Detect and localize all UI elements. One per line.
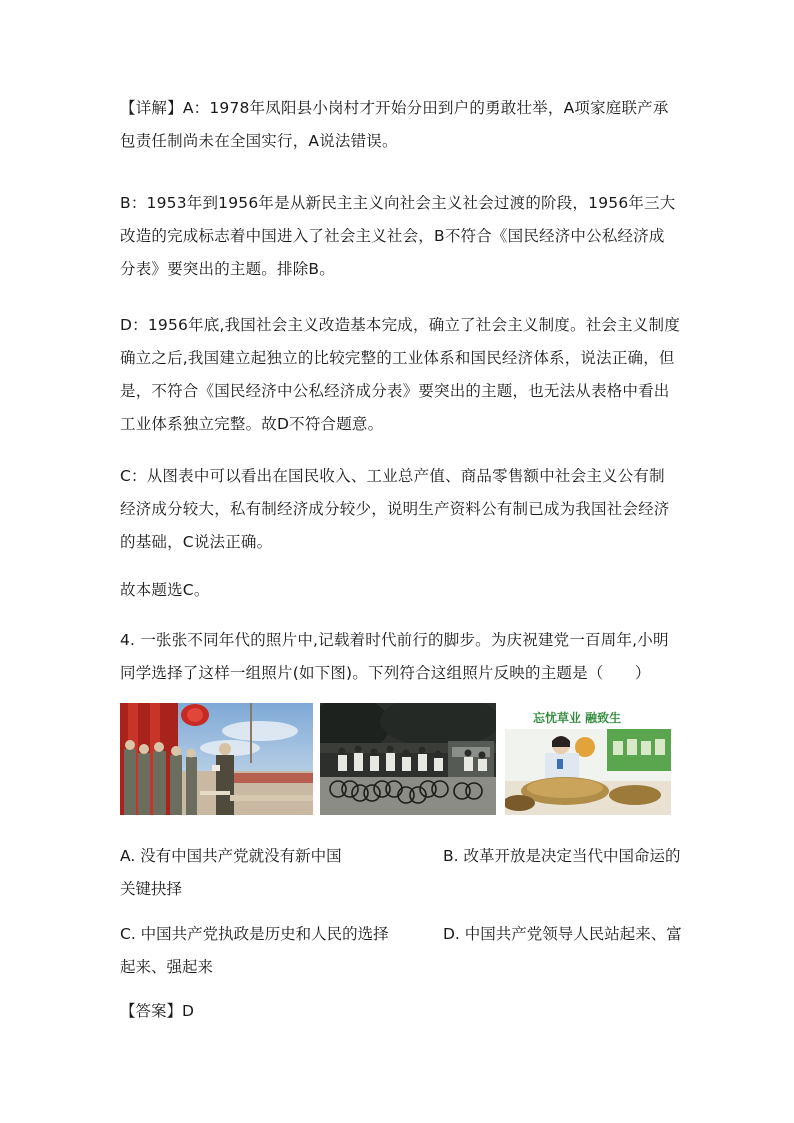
option-a: A. 没有中国共产党就没有新中国 [120,847,342,865]
explanation-text-a: A：1978年凤阳县小岗村才开始分田到户的勇敢壮举，A项家庭联产承包责任制尚未在全国实行，A说法错误。 [120,99,669,150]
option-d-continuation: 起来、强起来 [120,958,214,976]
photo-founding-ceremony [120,703,313,815]
photo-bicycle-riders [320,703,496,815]
founding-ceremony-illustration [120,703,313,815]
question-4-text: 4. 一张张不同年代的照片中,记载着时代前行的脚步。为庆祝建党一百周年,小明同学选择了这样一组照片(如下图)。下列符合这组照片反映的主题是（ ） [120,631,669,682]
photo-group [120,703,671,815]
option-b-continuation: 关键抉择 [120,880,183,898]
photo-daylily-product [505,703,671,815]
daylily-product-illustration [505,703,671,815]
conclusion-text: 故本题选C。 [120,581,210,599]
explanation-paragraph-a [120,92,680,158]
option-c: C. 中国共产党执政是历史和人民的选择 [120,925,389,943]
bicycle-riders-illustration [320,703,496,815]
explanation-paragraph-c: C：从图表中可以看出在国民收入、工业总产值、商品零售额中社会主义公有制经济成分较大，私有制经济成分较少，说明生产资料公有制已成为我国社会经济的基础，C说法正确。 [120,467,670,551]
explanation-paragraph-b: B：1953年到1956年是从新民主主义向社会主义社会过渡的阶段，1956年三大改造的完成标志着中国进入了社会主义社会，B不符合《国民经济中公私经济成分表》要突出的主题。排除B。 [120,194,676,278]
product-sign-text: 忘忧草业 融致生 [533,711,622,725]
explanation-paragraph-d: D：1956年底,我国社会主义改造基本完成，确立了社会主义制度。社会主义制度确立之后,我国建立起独立的比较完整的工业体系和国民经济体系，说法正确，但是，不符合《国民经济中公私经济成分表》要突出的主题，也无法从表格中看出工业体系独立完整。故D不符合题意。 [120,316,680,433]
option-d: D. 中国共产党领导人民站起来、富 [443,925,682,943]
answer-tag: 【答案】 [120,1002,183,1020]
option-b: B. 改革开放是决定当代中国命运的 [443,847,681,865]
answer-value: D [182,1002,194,1020]
explanation-tag: 【详解】 [120,99,183,117]
answer-line [120,995,194,1028]
